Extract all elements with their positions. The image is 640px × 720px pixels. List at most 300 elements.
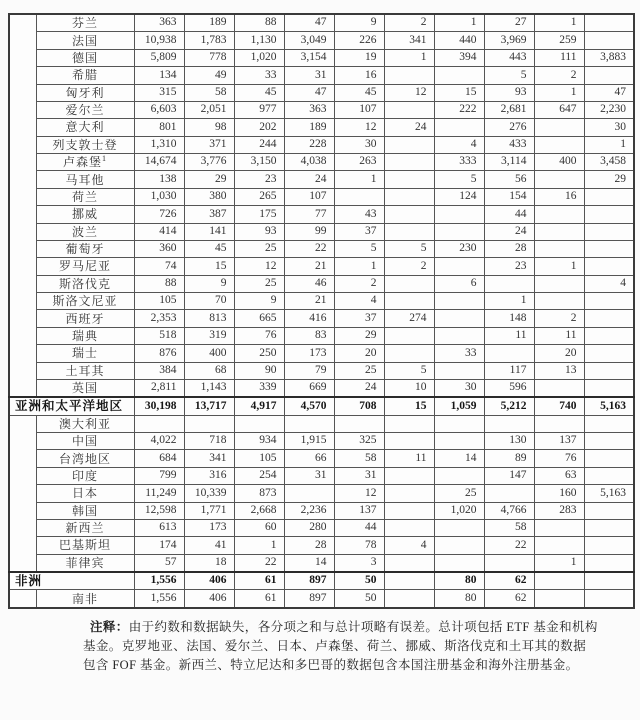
value-cell: 49 (184, 67, 234, 84)
footnote-line: 基金。克罗地亚、法国、爱尔兰、日本、卢森堡、荷兰、挪威、斯洛伐克和土耳其的数据 (83, 638, 587, 653)
value-cell (234, 415, 284, 432)
country-name-cell: 台湾地区 (36, 450, 134, 467)
value-cell: 62 (484, 590, 534, 608)
country-row (9, 379, 634, 397)
value-cell: 228 (284, 136, 334, 153)
country-row (9, 467, 634, 484)
value-cell (534, 537, 584, 554)
value-cell: 406 (184, 590, 234, 608)
country-name-cell: 罗马尼亚 (36, 258, 134, 275)
value-cell: 173 (184, 519, 234, 536)
country-row (9, 293, 634, 310)
value-cell (534, 415, 584, 432)
value-cell: 173 (284, 345, 334, 362)
value-cell: 5,163 (584, 485, 634, 502)
value-cell: 57 (134, 554, 184, 572)
value-cell: 45 (334, 84, 384, 101)
country-name-cell: 土耳其 (36, 362, 134, 379)
value-cell (484, 275, 534, 292)
value-cell: 88 (234, 14, 284, 32)
value-cell: 58 (334, 450, 384, 467)
value-cell: 24 (484, 223, 534, 240)
footnote-marker: 1 (102, 154, 107, 164)
value-cell (534, 590, 584, 608)
value-cell (434, 537, 484, 554)
value-cell: 61 (234, 572, 284, 590)
value-cell: 384 (134, 362, 184, 379)
value-cell: 47 (584, 84, 634, 101)
country-row (9, 101, 634, 118)
value-cell (534, 171, 584, 188)
value-cell: 3 (334, 554, 384, 572)
value-cell: 3,883 (584, 49, 634, 66)
value-cell (584, 537, 634, 554)
value-cell: 74 (134, 258, 184, 275)
value-cell: 406 (184, 572, 234, 590)
value-cell: 138 (134, 171, 184, 188)
value-cell: 2 (534, 67, 584, 84)
value-cell: 16 (534, 188, 584, 205)
value-cell (484, 345, 534, 362)
value-cell: 105 (134, 293, 184, 310)
value-cell: 80 (434, 590, 484, 608)
region-total-row (9, 397, 634, 415)
country-row (9, 450, 634, 467)
value-cell: 11,249 (134, 485, 184, 502)
value-cell (384, 206, 434, 223)
value-cell: 68 (184, 362, 234, 379)
country-row (9, 327, 634, 344)
value-cell: 226 (334, 32, 384, 49)
region-label-cell: 非洲 (9, 572, 134, 590)
value-cell: 14,674 (134, 154, 184, 171)
country-row (9, 275, 634, 292)
value-cell: 62 (484, 572, 534, 590)
value-cell: 15 (434, 84, 484, 101)
country-name-cell: 中国 (36, 433, 134, 450)
value-cell: 315 (134, 84, 184, 101)
value-cell: 25 (434, 485, 484, 502)
value-cell: 684 (134, 450, 184, 467)
value-cell: 2,811 (134, 379, 184, 397)
value-cell (584, 415, 634, 432)
value-cell: 30 (584, 119, 634, 136)
value-cell (584, 590, 634, 608)
fund-count-table (8, 13, 635, 609)
value-cell (334, 415, 384, 432)
value-cell (434, 223, 484, 240)
value-cell: 9 (184, 275, 234, 292)
value-cell: 14 (284, 554, 334, 572)
country-name-cell: 葡萄牙 (36, 240, 134, 257)
country-row (9, 258, 634, 275)
value-cell (584, 362, 634, 379)
value-cell (534, 275, 584, 292)
country-row (9, 519, 634, 536)
value-cell: 2,668 (234, 502, 284, 519)
value-cell: 1,556 (134, 572, 184, 590)
value-cell: 24 (384, 119, 434, 136)
region-spacer-cell (9, 590, 36, 608)
region-label-cell: 亚洲和太平洋地区 (9, 397, 134, 415)
value-cell: 93 (484, 84, 534, 101)
value-cell: 244 (234, 136, 284, 153)
value-cell: 45 (184, 240, 234, 257)
value-cell: 28 (484, 240, 534, 257)
country-name-cell: 挪威 (36, 206, 134, 223)
value-cell: 341 (184, 450, 234, 467)
footnote-label: 注释： (90, 619, 129, 634)
country-name-cell: 澳大利亚 (36, 415, 134, 432)
value-cell (584, 293, 634, 310)
value-cell: 876 (134, 345, 184, 362)
value-cell (584, 572, 634, 590)
value-cell: 89 (484, 450, 534, 467)
value-cell: 14 (434, 450, 484, 467)
value-cell: 3,150 (234, 154, 284, 171)
value-cell: 5 (434, 171, 484, 188)
value-cell (434, 554, 484, 572)
country-row (9, 67, 634, 84)
country-row (9, 84, 634, 101)
value-cell: 148 (484, 310, 534, 327)
value-cell: 25 (234, 275, 284, 292)
country-row (9, 188, 634, 205)
country-name-cell: 瑞士 (36, 345, 134, 362)
value-cell: 799 (134, 467, 184, 484)
value-cell: 21 (284, 258, 334, 275)
country-name-cell: 菲律宾 (36, 554, 134, 572)
table-body (9, 14, 634, 608)
value-cell: 47 (284, 84, 334, 101)
value-cell (434, 119, 484, 136)
value-cell: 31 (284, 67, 334, 84)
value-cell: 1,130 (234, 32, 284, 49)
value-cell (584, 519, 634, 536)
value-cell: 15 (184, 258, 234, 275)
value-cell: 647 (534, 101, 584, 118)
value-cell: 90 (234, 362, 284, 379)
value-cell: 4 (334, 293, 384, 310)
value-cell: 708 (334, 397, 384, 415)
value-cell: 44 (484, 206, 534, 223)
value-cell (384, 293, 434, 310)
value-cell: 1,783 (184, 32, 234, 49)
value-cell: 4,917 (234, 397, 284, 415)
value-cell: 25 (234, 240, 284, 257)
value-cell (584, 345, 634, 362)
country-row (9, 206, 634, 223)
value-cell (384, 136, 434, 153)
value-cell: 80 (434, 572, 484, 590)
country-row (9, 485, 634, 502)
value-cell: 23 (484, 258, 534, 275)
value-cell (434, 467, 484, 484)
value-cell: 12 (384, 84, 434, 101)
value-cell: 897 (284, 590, 334, 608)
country-name-cell: 列支敦士登 (36, 136, 134, 153)
value-cell: 1 (334, 258, 384, 275)
value-cell: 778 (184, 49, 234, 66)
value-cell (584, 467, 634, 484)
value-cell: 22 (284, 240, 334, 257)
value-cell: 2,236 (284, 502, 334, 519)
value-cell: 400 (184, 345, 234, 362)
country-row (9, 136, 634, 153)
value-cell: 801 (134, 119, 184, 136)
country-name-cell: 波兰 (36, 223, 134, 240)
value-cell: 1 (534, 554, 584, 572)
value-cell: 30 (334, 136, 384, 153)
value-cell: 99 (284, 223, 334, 240)
value-cell: 66 (284, 450, 334, 467)
country-row (9, 554, 634, 572)
value-cell: 202 (234, 119, 284, 136)
country-name-cell: 芬兰 (36, 14, 134, 32)
value-cell (434, 310, 484, 327)
value-cell: 10,938 (134, 32, 184, 49)
value-cell: 1 (384, 49, 434, 66)
value-cell (284, 485, 334, 502)
country-name-cell: 意大利 (36, 119, 134, 136)
value-cell: 518 (134, 327, 184, 344)
country-name-cell: 瑞典 (36, 327, 134, 344)
value-cell: 30,198 (134, 397, 184, 415)
value-cell: 22 (234, 554, 284, 572)
value-cell: 394 (434, 49, 484, 66)
value-cell: 5 (484, 67, 534, 84)
country-row (9, 415, 634, 432)
value-cell: 380 (184, 188, 234, 205)
value-cell (534, 519, 584, 536)
value-cell: 1 (534, 84, 584, 101)
value-cell (584, 258, 634, 275)
value-cell: 416 (284, 310, 334, 327)
value-cell: 79 (284, 362, 334, 379)
value-cell (584, 14, 634, 32)
value-cell: 31 (284, 467, 334, 484)
country-name-cell: 英国 (36, 379, 134, 397)
value-cell: 13 (534, 362, 584, 379)
value-cell: 11 (484, 327, 534, 344)
value-cell: 339 (234, 379, 284, 397)
value-cell (534, 206, 584, 223)
value-cell: 400 (534, 154, 584, 171)
country-row (9, 171, 634, 188)
value-cell: 189 (184, 14, 234, 32)
value-cell (134, 415, 184, 432)
value-cell: 21 (284, 293, 334, 310)
value-cell: 58 (184, 84, 234, 101)
country-name-cell: 斯洛文尼亚 (36, 293, 134, 310)
value-cell: 107 (284, 188, 334, 205)
value-cell: 2 (334, 275, 384, 292)
value-cell (384, 519, 434, 536)
value-cell: 1 (584, 136, 634, 153)
value-cell: 30 (434, 379, 484, 397)
value-cell (534, 293, 584, 310)
value-cell: 813 (184, 310, 234, 327)
value-cell (584, 32, 634, 49)
value-cell: 283 (534, 502, 584, 519)
value-cell: 2 (384, 14, 434, 32)
value-cell: 98 (184, 119, 234, 136)
value-cell: 58 (484, 519, 534, 536)
value-cell: 5,212 (484, 397, 534, 415)
value-cell: 433 (484, 136, 534, 153)
value-cell: 2,230 (584, 101, 634, 118)
value-cell: 5,809 (134, 49, 184, 66)
country-name-cell: 斯洛伐克 (36, 275, 134, 292)
value-cell (384, 275, 434, 292)
value-cell: 43 (334, 206, 384, 223)
value-cell (584, 327, 634, 344)
value-cell: 175 (234, 206, 284, 223)
value-cell (384, 171, 434, 188)
value-cell (534, 223, 584, 240)
value-cell: 24 (334, 379, 384, 397)
value-cell: 263 (334, 154, 384, 171)
value-cell: 189 (284, 119, 334, 136)
value-cell: 50 (334, 590, 384, 608)
value-cell: 11 (534, 327, 584, 344)
value-cell (584, 379, 634, 397)
value-cell: 19 (334, 49, 384, 66)
value-cell: 33 (434, 345, 484, 362)
country-name-cell: 新西兰 (36, 519, 134, 536)
value-cell (384, 572, 434, 590)
value-cell: 977 (234, 101, 284, 118)
value-cell: 934 (234, 433, 284, 450)
value-cell: 1,030 (134, 188, 184, 205)
table-footnote (8, 618, 640, 675)
country-row (9, 310, 634, 327)
value-cell: 154 (484, 188, 534, 205)
country-row (9, 345, 634, 362)
value-cell: 160 (534, 485, 584, 502)
value-cell: 2,353 (134, 310, 184, 327)
country-name-cell: 匈牙利 (36, 84, 134, 101)
value-cell: 276 (484, 119, 534, 136)
value-cell: 16 (334, 67, 384, 84)
value-cell (584, 433, 634, 450)
value-cell: 9 (334, 14, 384, 32)
value-cell: 3,154 (284, 49, 334, 66)
value-cell (534, 379, 584, 397)
value-cell: 93 (234, 223, 284, 240)
value-cell: 46 (284, 275, 334, 292)
country-row (9, 433, 634, 450)
value-cell: 56 (484, 171, 534, 188)
value-cell: 44 (334, 519, 384, 536)
value-cell: 174 (134, 537, 184, 554)
value-cell: 4 (384, 537, 434, 554)
value-cell: 1,556 (134, 590, 184, 608)
value-cell: 1 (334, 171, 384, 188)
value-cell: 280 (284, 519, 334, 536)
value-cell: 222 (434, 101, 484, 118)
value-cell: 77 (284, 206, 334, 223)
value-cell: 265 (234, 188, 284, 205)
value-cell: 141 (184, 223, 234, 240)
value-cell (534, 136, 584, 153)
value-cell: 18 (184, 554, 234, 572)
value-cell: 47 (284, 14, 334, 32)
country-name-cell: 韩国 (36, 502, 134, 519)
value-cell: 137 (334, 502, 384, 519)
value-cell: 3,969 (484, 32, 534, 49)
value-cell: 63 (534, 467, 584, 484)
value-cell: 24 (284, 171, 334, 188)
country-name-cell: 卢森堡$^1$ (36, 154, 134, 171)
value-cell: 1 (234, 537, 284, 554)
value-cell (534, 240, 584, 257)
value-cell: 20 (334, 345, 384, 362)
value-cell (484, 554, 534, 572)
value-cell: 2,681 (484, 101, 534, 118)
value-cell: 111 (534, 49, 584, 66)
value-cell: 414 (134, 223, 184, 240)
country-row (9, 590, 634, 608)
value-cell: 4,766 (484, 502, 534, 519)
value-cell: 76 (234, 327, 284, 344)
value-cell: 1 (534, 14, 584, 32)
country-name-cell: 法国 (36, 32, 134, 49)
value-cell: 440 (434, 32, 484, 49)
value-cell: 88 (134, 275, 184, 292)
value-cell (434, 327, 484, 344)
value-cell: 596 (484, 379, 534, 397)
value-cell: 130 (484, 433, 534, 450)
value-cell (384, 554, 434, 572)
value-cell (434, 67, 484, 84)
value-cell (434, 258, 484, 275)
country-row (9, 240, 634, 257)
value-cell: 31 (334, 467, 384, 484)
value-cell: 12,598 (134, 502, 184, 519)
value-cell: 12 (234, 258, 284, 275)
country-name-cell: 荷兰 (36, 188, 134, 205)
value-cell (584, 188, 634, 205)
value-cell (534, 119, 584, 136)
value-cell: 29 (584, 171, 634, 188)
value-cell (584, 310, 634, 327)
value-cell: 740 (534, 397, 584, 415)
value-cell (334, 188, 384, 205)
value-cell: 669 (284, 379, 334, 397)
value-cell: 363 (284, 101, 334, 118)
country-name-cell: 爱尔兰 (36, 101, 134, 118)
value-cell: 13,717 (184, 397, 234, 415)
value-cell: 10 (384, 379, 434, 397)
value-cell (384, 154, 434, 171)
value-cell (384, 345, 434, 362)
value-cell (584, 67, 634, 84)
country-name-cell: 德国 (36, 49, 134, 66)
country-row (9, 154, 634, 171)
value-cell: 25 (334, 362, 384, 379)
value-cell (584, 240, 634, 257)
value-cell: 371 (184, 136, 234, 153)
value-cell: 3,114 (484, 154, 534, 171)
value-cell (384, 485, 434, 502)
value-cell (384, 502, 434, 519)
value-cell: 250 (234, 345, 284, 362)
value-cell: 1,059 (434, 397, 484, 415)
value-cell (384, 590, 434, 608)
value-cell: 117 (484, 362, 534, 379)
value-cell: 41 (184, 537, 234, 554)
